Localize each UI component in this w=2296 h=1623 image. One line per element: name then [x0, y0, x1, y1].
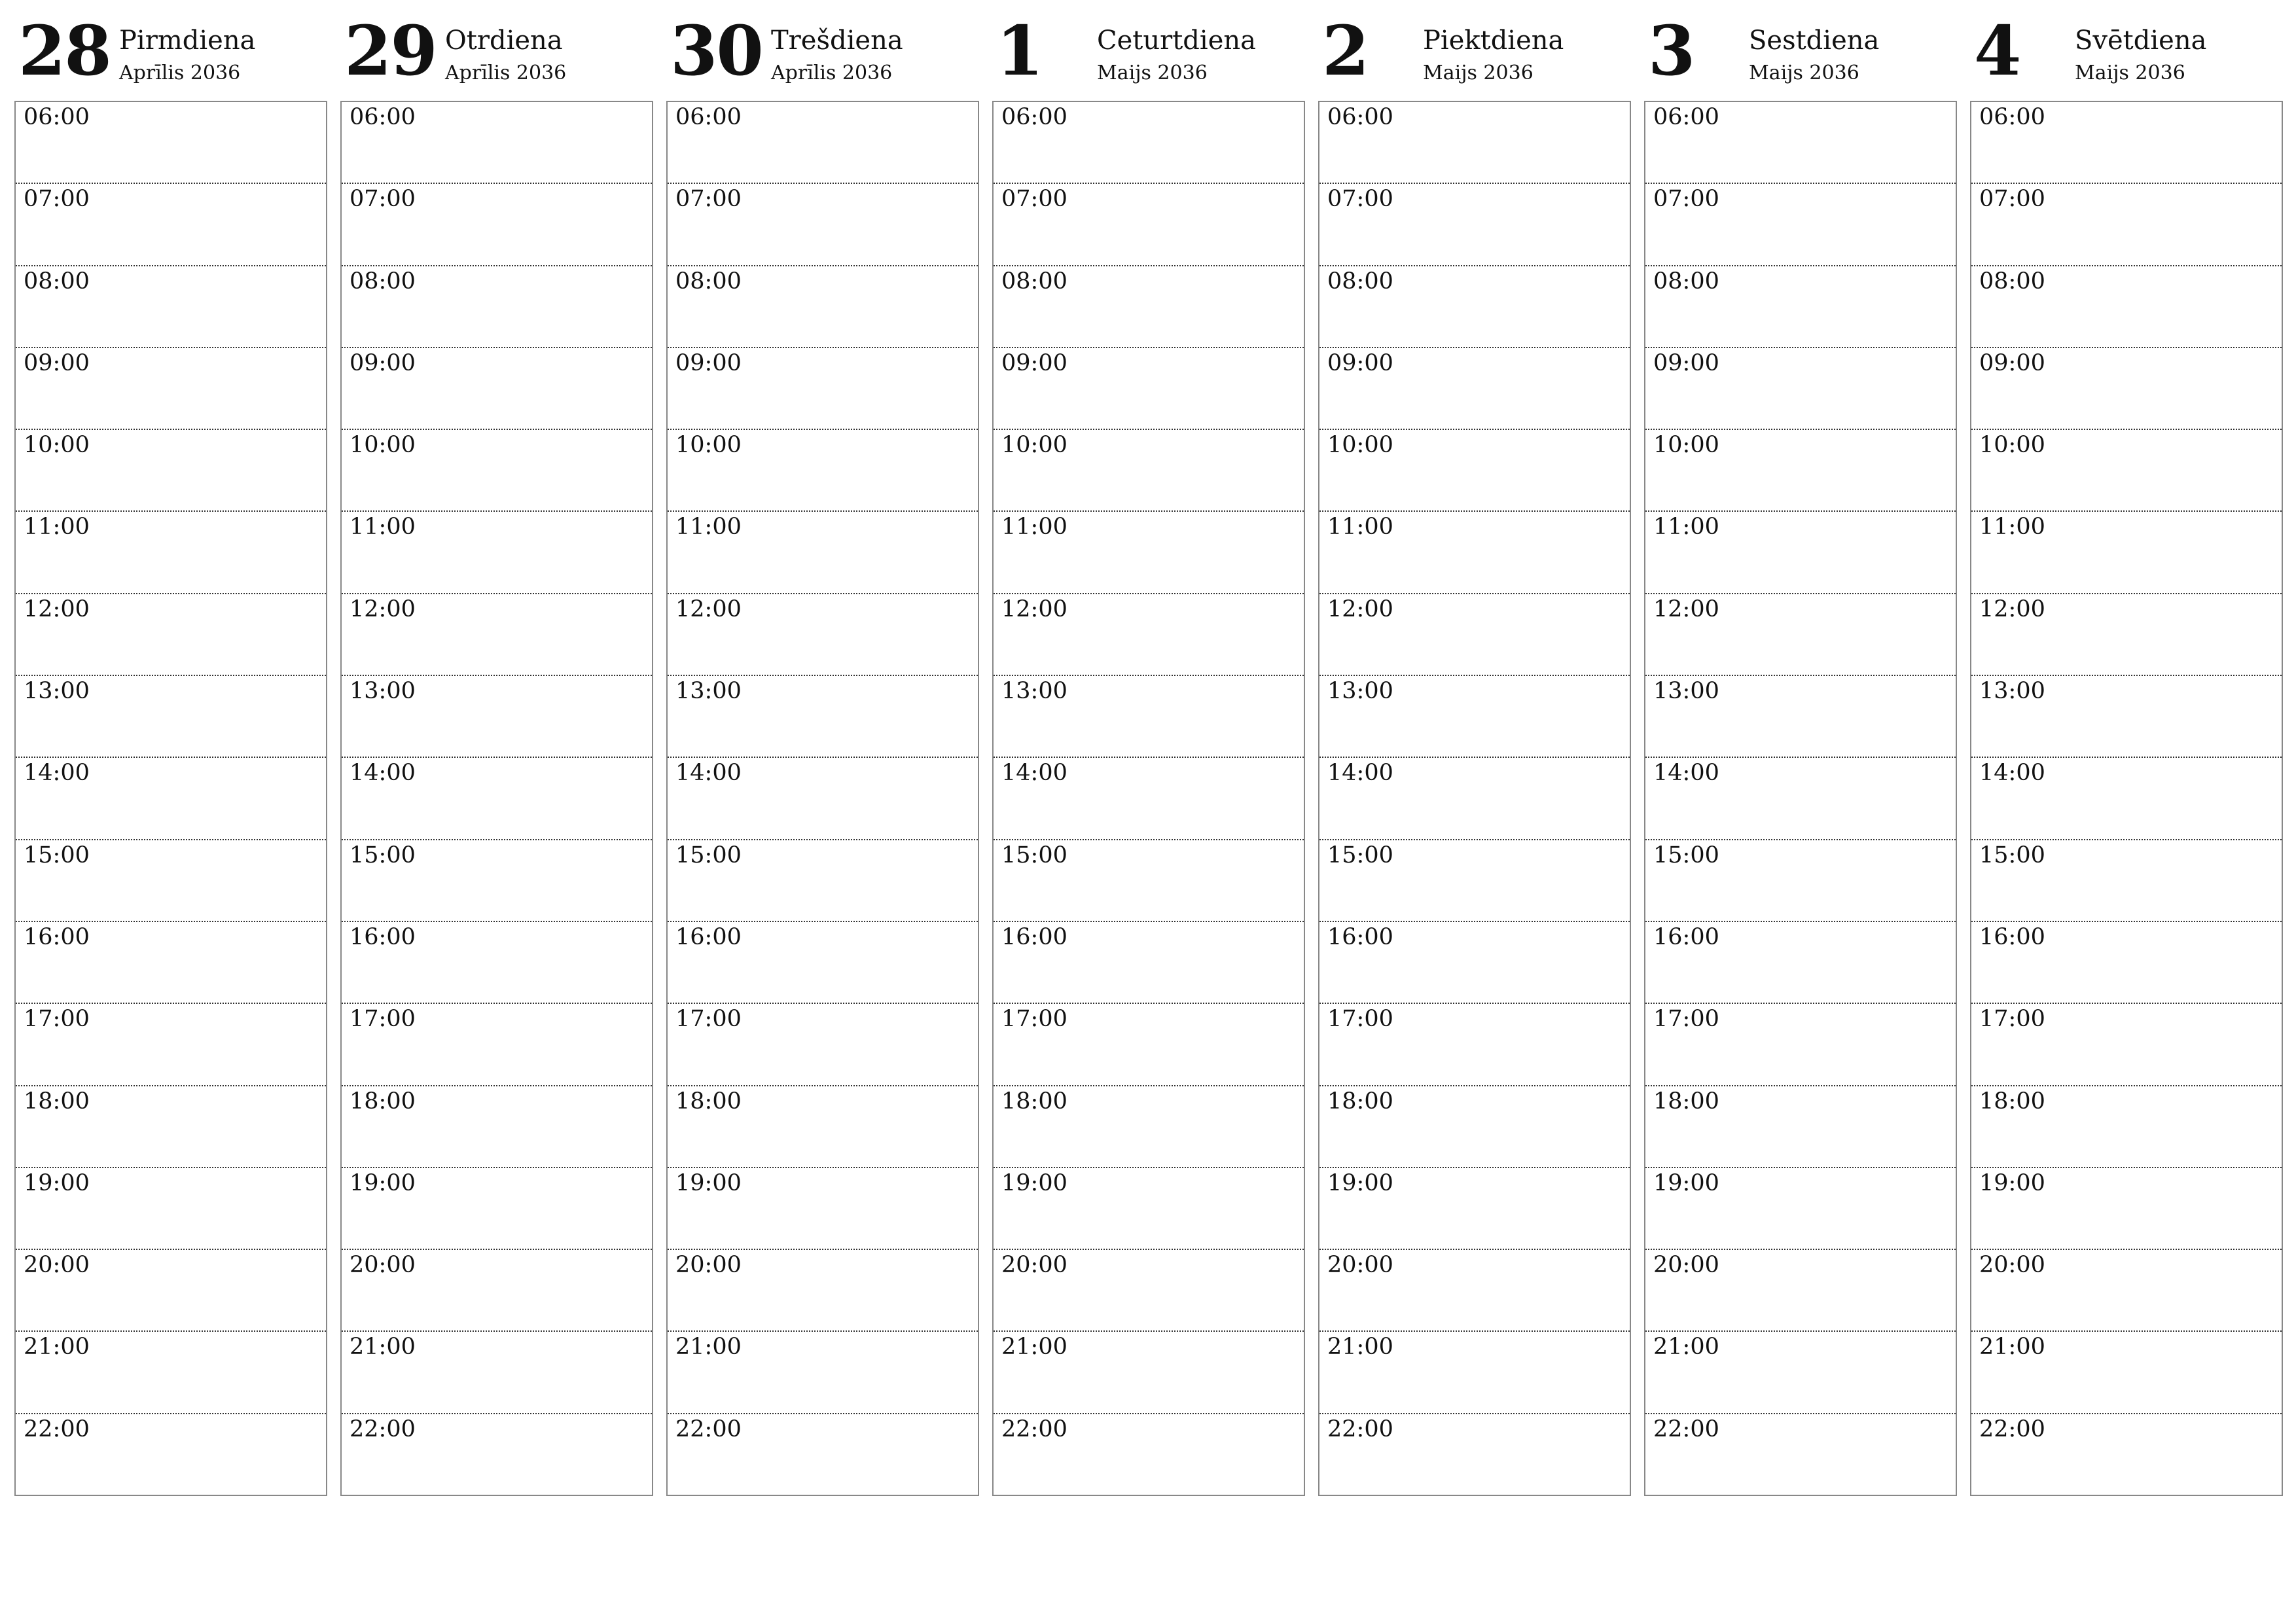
hour-slots [992, 101, 1305, 1496]
time-slot[interactable] [1971, 1168, 2282, 1250]
time-slot[interactable] [668, 512, 978, 594]
time-slot[interactable] [16, 102, 326, 184]
time-slot[interactable] [994, 348, 1304, 430]
slot-time-label: 09:00 [24, 349, 90, 376]
slot-time-label: 18:00 [1653, 1088, 1719, 1115]
slot-time-label: 06:00 [24, 104, 90, 130]
slot-time-label: 19:00 [1327, 1169, 1393, 1196]
slot-time-label: 12:00 [1327, 596, 1393, 622]
slot-time-label: 16:00 [1979, 923, 2045, 950]
time-slot[interactable] [994, 1332, 1304, 1414]
time-slot[interactable] [16, 512, 326, 594]
slot-time-label: 13:00 [1653, 678, 1719, 705]
slot-time-label: 15:00 [675, 842, 742, 868]
time-slot[interactable] [1971, 512, 2282, 594]
slot-time-label: 08:00 [1979, 268, 2045, 294]
time-slot[interactable] [1319, 1250, 1630, 1332]
day-number: 29 [344, 10, 437, 91]
slot-time-label: 13:00 [350, 678, 416, 705]
slot-time-label: 21:00 [1653, 1334, 1719, 1361]
day-number: 1 [996, 10, 1043, 91]
time-slot[interactable] [1319, 840, 1630, 922]
slot-time-label: 07:00 [24, 186, 90, 213]
time-slot[interactable] [1319, 758, 1630, 840]
time-slot[interactable] [16, 1414, 326, 1495]
time-slot[interactable] [1971, 1004, 2282, 1086]
time-slot[interactable] [994, 1414, 1304, 1495]
slot-time-label: 15:00 [1001, 842, 1067, 868]
time-slot[interactable] [342, 1414, 652, 1495]
time-slot[interactable] [668, 676, 978, 758]
slot-time-label: 11:00 [1001, 514, 1067, 541]
slot-time-label: 10:00 [675, 432, 742, 459]
slot-time-label: 19:00 [24, 1169, 90, 1196]
day-number: 30 [670, 10, 762, 91]
time-slot[interactable] [1319, 1168, 1630, 1250]
time-slot[interactable] [342, 430, 652, 512]
time-slot[interactable] [1645, 676, 1956, 758]
slot-time-label: 12:00 [1001, 596, 1067, 622]
time-slot[interactable] [1971, 1414, 2282, 1495]
slot-time-label: 08:00 [1001, 268, 1067, 294]
slot-time-label: 14:00 [24, 760, 90, 787]
time-slot[interactable] [16, 676, 326, 758]
slot-time-label: 20:00 [350, 1252, 416, 1279]
time-slot[interactable] [994, 922, 1304, 1004]
time-slot[interactable] [16, 1332, 326, 1414]
slot-time-label: 09:00 [1001, 349, 1067, 376]
slot-time-label: 21:00 [1979, 1334, 2045, 1361]
time-slot[interactable] [668, 1332, 978, 1414]
slot-time-label: 10:00 [24, 432, 90, 459]
hour-slots [666, 101, 979, 1496]
day-number: 4 [1974, 10, 2020, 91]
slot-time-label: 16:00 [1001, 923, 1067, 950]
time-slot[interactable] [16, 594, 326, 676]
slot-time-label: 15:00 [1327, 842, 1393, 868]
time-slot[interactable] [994, 184, 1304, 266]
slot-time-label: 20:00 [1979, 1252, 2045, 1279]
time-slot[interactable] [16, 1086, 326, 1168]
time-slot[interactable] [1645, 922, 1956, 1004]
weekday-name: Svētdiena [2075, 26, 2207, 56]
slot-time-label: 15:00 [1979, 842, 2045, 868]
slot-time-label: 22:00 [1001, 1416, 1067, 1442]
time-slot[interactable] [1645, 1086, 1956, 1168]
time-slot[interactable] [1319, 266, 1630, 348]
slot-time-label: 13:00 [1979, 678, 2045, 705]
time-slot[interactable] [16, 840, 326, 922]
slot-time-label: 14:00 [1653, 760, 1719, 787]
time-slot[interactable] [342, 102, 652, 184]
slot-time-label: 21:00 [24, 1334, 90, 1361]
slot-time-label: 19:00 [675, 1169, 742, 1196]
slot-time-label: 19:00 [1979, 1169, 2045, 1196]
time-slot[interactable] [1319, 676, 1630, 758]
time-slot[interactable] [1645, 184, 1956, 266]
slot-time-label: 12:00 [350, 596, 416, 622]
time-slot[interactable] [16, 184, 326, 266]
weekday-name: Trešdiena [771, 26, 903, 56]
slot-time-label: 07:00 [1327, 186, 1393, 213]
slot-time-label: 22:00 [1327, 1416, 1393, 1442]
time-slot[interactable] [994, 1250, 1304, 1332]
time-slot[interactable] [668, 1250, 978, 1332]
time-slot[interactable] [1971, 266, 2282, 348]
slot-time-label: 14:00 [1979, 760, 2045, 787]
time-slot[interactable] [16, 430, 326, 512]
slot-time-label: 22:00 [1653, 1416, 1719, 1442]
slot-time-label: 22:00 [1979, 1416, 2045, 1442]
time-slot[interactable] [994, 512, 1304, 594]
slot-time-label: 08:00 [1327, 268, 1393, 294]
slot-time-label: 14:00 [675, 760, 742, 787]
slot-time-label: 11:00 [1979, 514, 2045, 541]
time-slot[interactable] [1645, 430, 1956, 512]
slot-time-label: 11:00 [24, 514, 90, 541]
slot-time-label: 17:00 [1653, 1006, 1719, 1033]
slot-time-label: 11:00 [1653, 514, 1719, 541]
slot-time-label: 09:00 [675, 349, 742, 376]
weekly-planner [14, 10, 2283, 1499]
time-slot[interactable] [342, 512, 652, 594]
slot-time-label: 11:00 [350, 514, 416, 541]
time-slot[interactable] [1319, 1086, 1630, 1168]
slot-time-label: 18:00 [24, 1088, 90, 1115]
time-slot[interactable] [1971, 1332, 2282, 1414]
weekday-name: Otrdiena [445, 26, 563, 56]
time-slot[interactable] [1645, 1414, 1956, 1495]
day-number: 3 [1648, 10, 1695, 91]
time-slot[interactable] [1319, 922, 1630, 1004]
slot-time-label: 17:00 [1001, 1006, 1067, 1033]
time-slot[interactable] [994, 430, 1304, 512]
time-slot[interactable] [994, 676, 1304, 758]
slot-time-label: 09:00 [350, 349, 416, 376]
time-slot[interactable] [1971, 1250, 2282, 1332]
time-slot[interactable] [994, 840, 1304, 922]
slot-time-label: 14:00 [350, 760, 416, 787]
time-slot[interactable] [994, 102, 1304, 184]
slot-time-label: 08:00 [675, 268, 742, 294]
slot-time-label: 15:00 [1653, 842, 1719, 868]
time-slot[interactable] [668, 102, 978, 184]
slot-time-label: 06:00 [1653, 104, 1719, 130]
slot-time-label: 08:00 [24, 268, 90, 294]
slot-time-label: 20:00 [1001, 1252, 1067, 1279]
day-column [340, 10, 653, 1499]
day-column [1644, 10, 1957, 1499]
slot-time-label: 07:00 [1979, 186, 2045, 213]
time-slot[interactable] [1645, 102, 1956, 184]
slot-time-label: 10:00 [1979, 432, 2045, 459]
time-slot[interactable] [16, 1004, 326, 1086]
slot-time-label: 18:00 [675, 1088, 742, 1115]
time-slot[interactable] [668, 594, 978, 676]
time-slot[interactable] [342, 840, 652, 922]
time-slot[interactable] [342, 922, 652, 1004]
slot-time-label: 06:00 [1979, 104, 2045, 130]
time-slot[interactable] [994, 1168, 1304, 1250]
slot-time-label: 22:00 [675, 1416, 742, 1442]
time-slot[interactable] [1319, 430, 1630, 512]
time-slot[interactable] [342, 1168, 652, 1250]
hour-slots [1644, 101, 1957, 1496]
slot-time-label: 06:00 [350, 104, 416, 130]
weekday-name: Sestdiena [1749, 26, 1880, 56]
slot-time-label: 16:00 [1327, 923, 1393, 950]
slot-time-label: 06:00 [1327, 104, 1393, 130]
weekday-name: Ceturtdiena [1097, 26, 1256, 56]
time-slot[interactable] [1319, 1332, 1630, 1414]
slot-time-label: 14:00 [1327, 760, 1393, 787]
time-slot[interactable] [16, 1250, 326, 1332]
time-slot[interactable] [1971, 430, 2282, 512]
time-slot[interactable] [342, 1332, 652, 1414]
time-slot[interactable] [342, 266, 652, 348]
month-year: Aprīlis 2036 [119, 62, 241, 84]
slot-time-label: 20:00 [1327, 1252, 1393, 1279]
time-slot[interactable] [994, 1004, 1304, 1086]
time-slot[interactable] [668, 348, 978, 430]
slot-time-label: 20:00 [1653, 1252, 1719, 1279]
time-slot[interactable] [1319, 512, 1630, 594]
day-column [1318, 10, 1631, 1499]
slot-time-label: 13:00 [1327, 678, 1393, 705]
time-slot[interactable] [342, 1004, 652, 1086]
slot-time-label: 16:00 [350, 923, 416, 950]
weekday-name: Piektdiena [1423, 26, 1564, 56]
slot-time-label: 10:00 [1327, 432, 1393, 459]
slot-time-label: 07:00 [675, 186, 742, 213]
time-slot[interactable] [342, 348, 652, 430]
slot-time-label: 07:00 [1001, 186, 1067, 213]
time-slot[interactable] [1319, 594, 1630, 676]
day-column [666, 10, 979, 1499]
time-slot[interactable] [342, 184, 652, 266]
month-year: Aprīlis 2036 [445, 62, 567, 84]
day-column [992, 10, 1305, 1499]
slot-time-label: 17:00 [1327, 1006, 1393, 1033]
month-year: Maijs 2036 [1423, 62, 1534, 84]
time-slot[interactable] [16, 348, 326, 430]
time-slot[interactable] [342, 676, 652, 758]
slot-time-label: 13:00 [1001, 678, 1067, 705]
time-slot[interactable] [1971, 922, 2282, 1004]
time-slot[interactable] [668, 840, 978, 922]
slot-time-label: 21:00 [675, 1334, 742, 1361]
slot-time-label: 18:00 [350, 1088, 416, 1115]
slot-time-label: 12:00 [1653, 596, 1719, 622]
time-slot[interactable] [994, 758, 1304, 840]
time-slot[interactable] [668, 184, 978, 266]
time-slot[interactable] [342, 594, 652, 676]
weekday-name: Pirmdiena [119, 26, 256, 56]
slot-time-label: 17:00 [24, 1006, 90, 1033]
time-slot[interactable] [1319, 184, 1630, 266]
slot-time-label: 22:00 [24, 1416, 90, 1442]
slot-time-label: 12:00 [1979, 596, 2045, 622]
time-slot[interactable] [342, 758, 652, 840]
month-year: Maijs 2036 [2075, 62, 2185, 84]
slot-time-label: 06:00 [1001, 104, 1067, 130]
time-slot[interactable] [1645, 594, 1956, 676]
day-header [340, 10, 653, 98]
time-slot[interactable] [1645, 758, 1956, 840]
slot-time-label: 11:00 [1327, 514, 1393, 541]
slot-time-label: 18:00 [1979, 1088, 2045, 1115]
slot-time-label: 18:00 [1327, 1088, 1393, 1115]
slot-time-label: 14:00 [1001, 760, 1067, 787]
time-slot[interactable] [1971, 348, 2282, 430]
time-slot[interactable] [994, 266, 1304, 348]
time-slot[interactable] [1645, 1004, 1956, 1086]
time-slot[interactable] [668, 1414, 978, 1495]
slot-time-label: 10:00 [1653, 432, 1719, 459]
slot-time-label: 19:00 [1653, 1169, 1719, 1196]
slot-time-label: 20:00 [675, 1252, 742, 1279]
slot-time-label: 16:00 [24, 923, 90, 950]
slot-time-label: 08:00 [350, 268, 416, 294]
slot-time-label: 18:00 [1001, 1088, 1067, 1115]
time-slot[interactable] [994, 594, 1304, 676]
time-slot[interactable] [1645, 348, 1956, 430]
slot-time-label: 17:00 [675, 1006, 742, 1033]
slot-time-label: 09:00 [1653, 349, 1719, 376]
time-slot[interactable] [16, 1168, 326, 1250]
slot-time-label: 15:00 [24, 842, 90, 868]
time-slot[interactable] [1971, 676, 2282, 758]
time-slot[interactable] [668, 1004, 978, 1086]
slot-time-label: 07:00 [350, 186, 416, 213]
time-slot[interactable] [1971, 840, 2282, 922]
slot-time-label: 12:00 [24, 596, 90, 622]
slot-time-label: 17:00 [350, 1006, 416, 1033]
time-slot[interactable] [668, 1168, 978, 1250]
day-number: 28 [18, 10, 111, 91]
month-year: Aprīlis 2036 [771, 62, 893, 84]
time-slot[interactable] [342, 1086, 652, 1168]
day-column [1970, 10, 2283, 1499]
hour-slots [1318, 101, 1631, 1496]
slot-time-label: 09:00 [1979, 349, 2045, 376]
day-header [666, 10, 979, 98]
slot-time-label: 22:00 [350, 1416, 416, 1442]
slot-time-label: 13:00 [675, 678, 742, 705]
time-slot[interactable] [1645, 512, 1956, 594]
slot-time-label: 12:00 [675, 596, 742, 622]
time-slot[interactable] [1645, 840, 1956, 922]
day-number: 2 [1322, 10, 1369, 91]
time-slot[interactable] [994, 1086, 1304, 1168]
time-slot[interactable] [1645, 266, 1956, 348]
slot-time-label: 19:00 [350, 1169, 416, 1196]
time-slot[interactable] [16, 922, 326, 1004]
day-header [1644, 10, 1957, 98]
time-slot[interactable] [668, 266, 978, 348]
time-slot[interactable] [1971, 594, 2282, 676]
day-header [1970, 10, 2283, 98]
time-slot[interactable] [1971, 102, 2282, 184]
time-slot[interactable] [1319, 102, 1630, 184]
time-slot[interactable] [16, 758, 326, 840]
time-slot[interactable] [668, 1086, 978, 1168]
time-slot[interactable] [16, 266, 326, 348]
slot-time-label: 20:00 [24, 1252, 90, 1279]
time-slot[interactable] [1645, 1168, 1956, 1250]
time-slot[interactable] [1319, 1004, 1630, 1086]
time-slot[interactable] [1971, 758, 2282, 840]
slot-time-label: 16:00 [1653, 923, 1719, 950]
time-slot[interactable] [1971, 184, 2282, 266]
slot-time-label: 09:00 [1327, 349, 1393, 376]
slot-time-label: 07:00 [1653, 186, 1719, 213]
slot-time-label: 10:00 [1001, 432, 1067, 459]
slot-time-label: 11:00 [675, 514, 742, 541]
slot-time-label: 21:00 [1001, 1334, 1067, 1361]
slot-time-label: 21:00 [1327, 1334, 1393, 1361]
hour-slots [1970, 101, 2283, 1496]
month-year: Maijs 2036 [1749, 62, 1859, 84]
time-slot[interactable] [1645, 1250, 1956, 1332]
slot-time-label: 19:00 [1001, 1169, 1067, 1196]
time-slot[interactable] [668, 922, 978, 1004]
slot-time-label: 10:00 [350, 432, 416, 459]
time-slot[interactable] [342, 1250, 652, 1332]
day-header [992, 10, 1305, 98]
hour-slots [340, 101, 653, 1496]
time-slot[interactable] [1645, 1332, 1956, 1414]
day-column [14, 10, 327, 1499]
time-slot[interactable] [668, 430, 978, 512]
time-slot[interactable] [1971, 1086, 2282, 1168]
time-slot[interactable] [1319, 1414, 1630, 1495]
slot-time-label: 08:00 [1653, 268, 1719, 294]
day-header [14, 10, 327, 98]
slot-time-label: 21:00 [350, 1334, 416, 1361]
day-header [1318, 10, 1631, 98]
slot-time-label: 06:00 [675, 104, 742, 130]
time-slot[interactable] [1319, 348, 1630, 430]
time-slot[interactable] [668, 758, 978, 840]
slot-time-label: 17:00 [1979, 1006, 2045, 1033]
slot-time-label: 13:00 [24, 678, 90, 705]
hour-slots [14, 101, 327, 1496]
slot-time-label: 16:00 [675, 923, 742, 950]
slot-time-label: 15:00 [350, 842, 416, 868]
month-year: Maijs 2036 [1097, 62, 1208, 84]
